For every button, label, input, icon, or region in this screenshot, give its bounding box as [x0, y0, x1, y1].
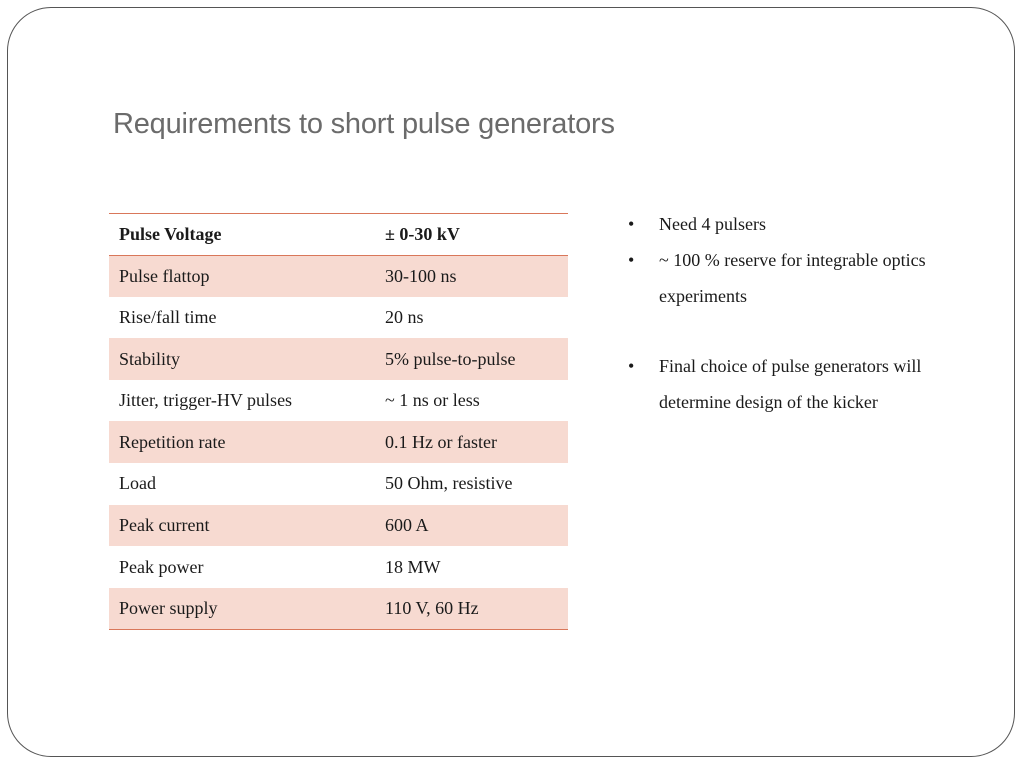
- requirements-table: [109, 213, 568, 630]
- row-value: 20 ns: [385, 306, 424, 327]
- table-row: [109, 421, 568, 463]
- row-param: Repetition rate: [109, 421, 375, 463]
- row-value: 110 V, 60 Hz: [375, 588, 568, 630]
- row-param: Peak current: [109, 505, 375, 547]
- row-value: 0.1 Hz or faster: [375, 421, 568, 463]
- row-param: Pulse flattop: [109, 255, 375, 297]
- table-row: [109, 338, 568, 380]
- table-row: [109, 463, 568, 505]
- slide-title: Requirements to short pulse generators: [113, 108, 615, 140]
- row-value: 18 MW: [385, 556, 441, 577]
- bullet-text: Need 4 pulsers: [659, 214, 766, 234]
- bullet-item: [628, 206, 988, 242]
- row-value: 30-100 ns: [375, 255, 568, 297]
- header-value: ± 0-30 kV: [375, 214, 568, 256]
- bullet-list: [628, 206, 988, 420]
- row-param: Power supply: [109, 588, 375, 630]
- row-param: Load: [119, 473, 156, 494]
- bullet-item: [628, 242, 988, 314]
- row-value: 5% pulse-to-pulse: [375, 338, 568, 380]
- bullet-spacer: [628, 314, 988, 348]
- row-param: Jitter, trigger-HV pulses: [119, 390, 293, 411]
- row-value: 50 Ohm, resistive: [385, 473, 513, 494]
- table-row: [109, 588, 568, 630]
- bullet-marker: •: [628, 356, 635, 376]
- row-param: Stability: [109, 338, 375, 380]
- bullet-marker: •: [628, 250, 635, 270]
- row-value: 600 A: [375, 505, 568, 547]
- row-param: Peak power: [119, 556, 204, 577]
- header-param: Pulse Voltage: [109, 214, 375, 256]
- table-header-row: [109, 214, 568, 256]
- table-row: [109, 297, 568, 339]
- bullet-item: [628, 348, 988, 420]
- bullet-marker: •: [628, 214, 635, 234]
- bullet-text: ~ 100 % reserve for integrable optics experiments: [659, 250, 926, 306]
- row-value: ~ 1 ns or less: [385, 390, 480, 411]
- table-row: [109, 255, 568, 297]
- table-row: [109, 546, 568, 588]
- bullet-text: Final choice of pulse generators will determine design of the kicker: [659, 356, 922, 412]
- row-param: Rise/fall time: [119, 306, 217, 327]
- table-row: [109, 380, 568, 422]
- table-row: [109, 505, 568, 547]
